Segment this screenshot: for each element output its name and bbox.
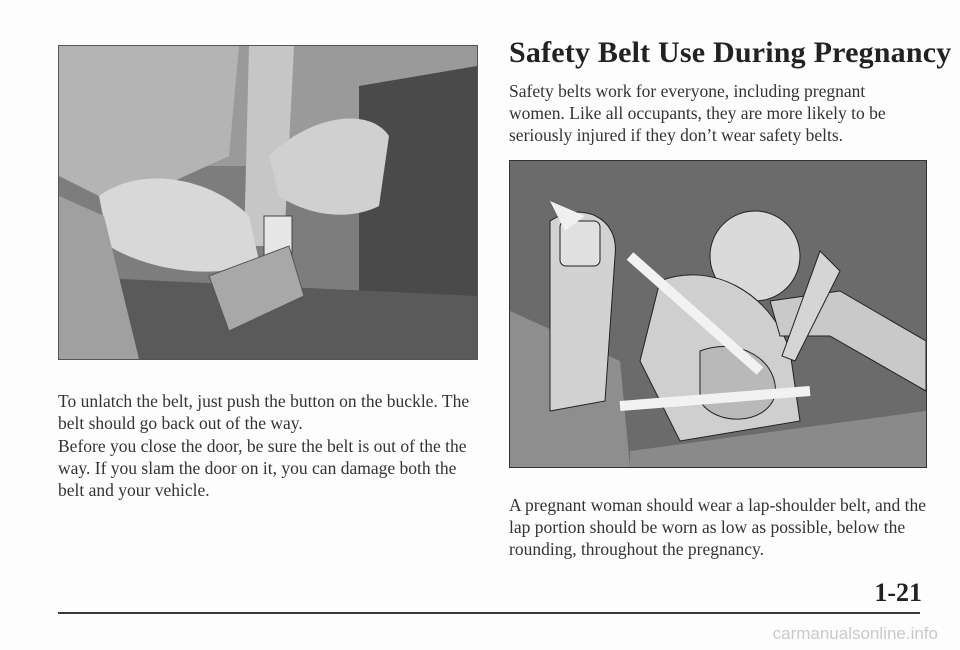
pregnancy-advice-paragraph: A pregnant woman should wear a lap-shoulder belt, and the lap portion should be worn as low as possible, below the rounding, throughout the pregnancy. — [509, 495, 926, 559]
buckle-release-photo — [58, 45, 478, 360]
section-title: Safety Belt Use During Pregnancy — [509, 36, 952, 69]
page-number: 1-21 — [874, 578, 922, 607]
pregnancy-intro-paragraph: Safety belts work for everyone, including pregnant women. Like all occupants, they are more likely to be seriously injured if they don’t wear safety belts. — [509, 81, 886, 145]
watermark-link[interactable]: carmanualsonline.info — [772, 624, 938, 643]
door-warning-paragraph: Before you close the door, be sure the belt is out of the the way. If you slam the door on it, you can damage both the belt and your vehicle. — [58, 436, 467, 500]
footer-rule — [58, 612, 920, 614]
pregnant-occupant-illustration — [509, 160, 927, 468]
unlatch-paragraph: To unlatch the belt, just push the button on the buckle. The belt should go back out of the way. — [58, 391, 470, 433]
